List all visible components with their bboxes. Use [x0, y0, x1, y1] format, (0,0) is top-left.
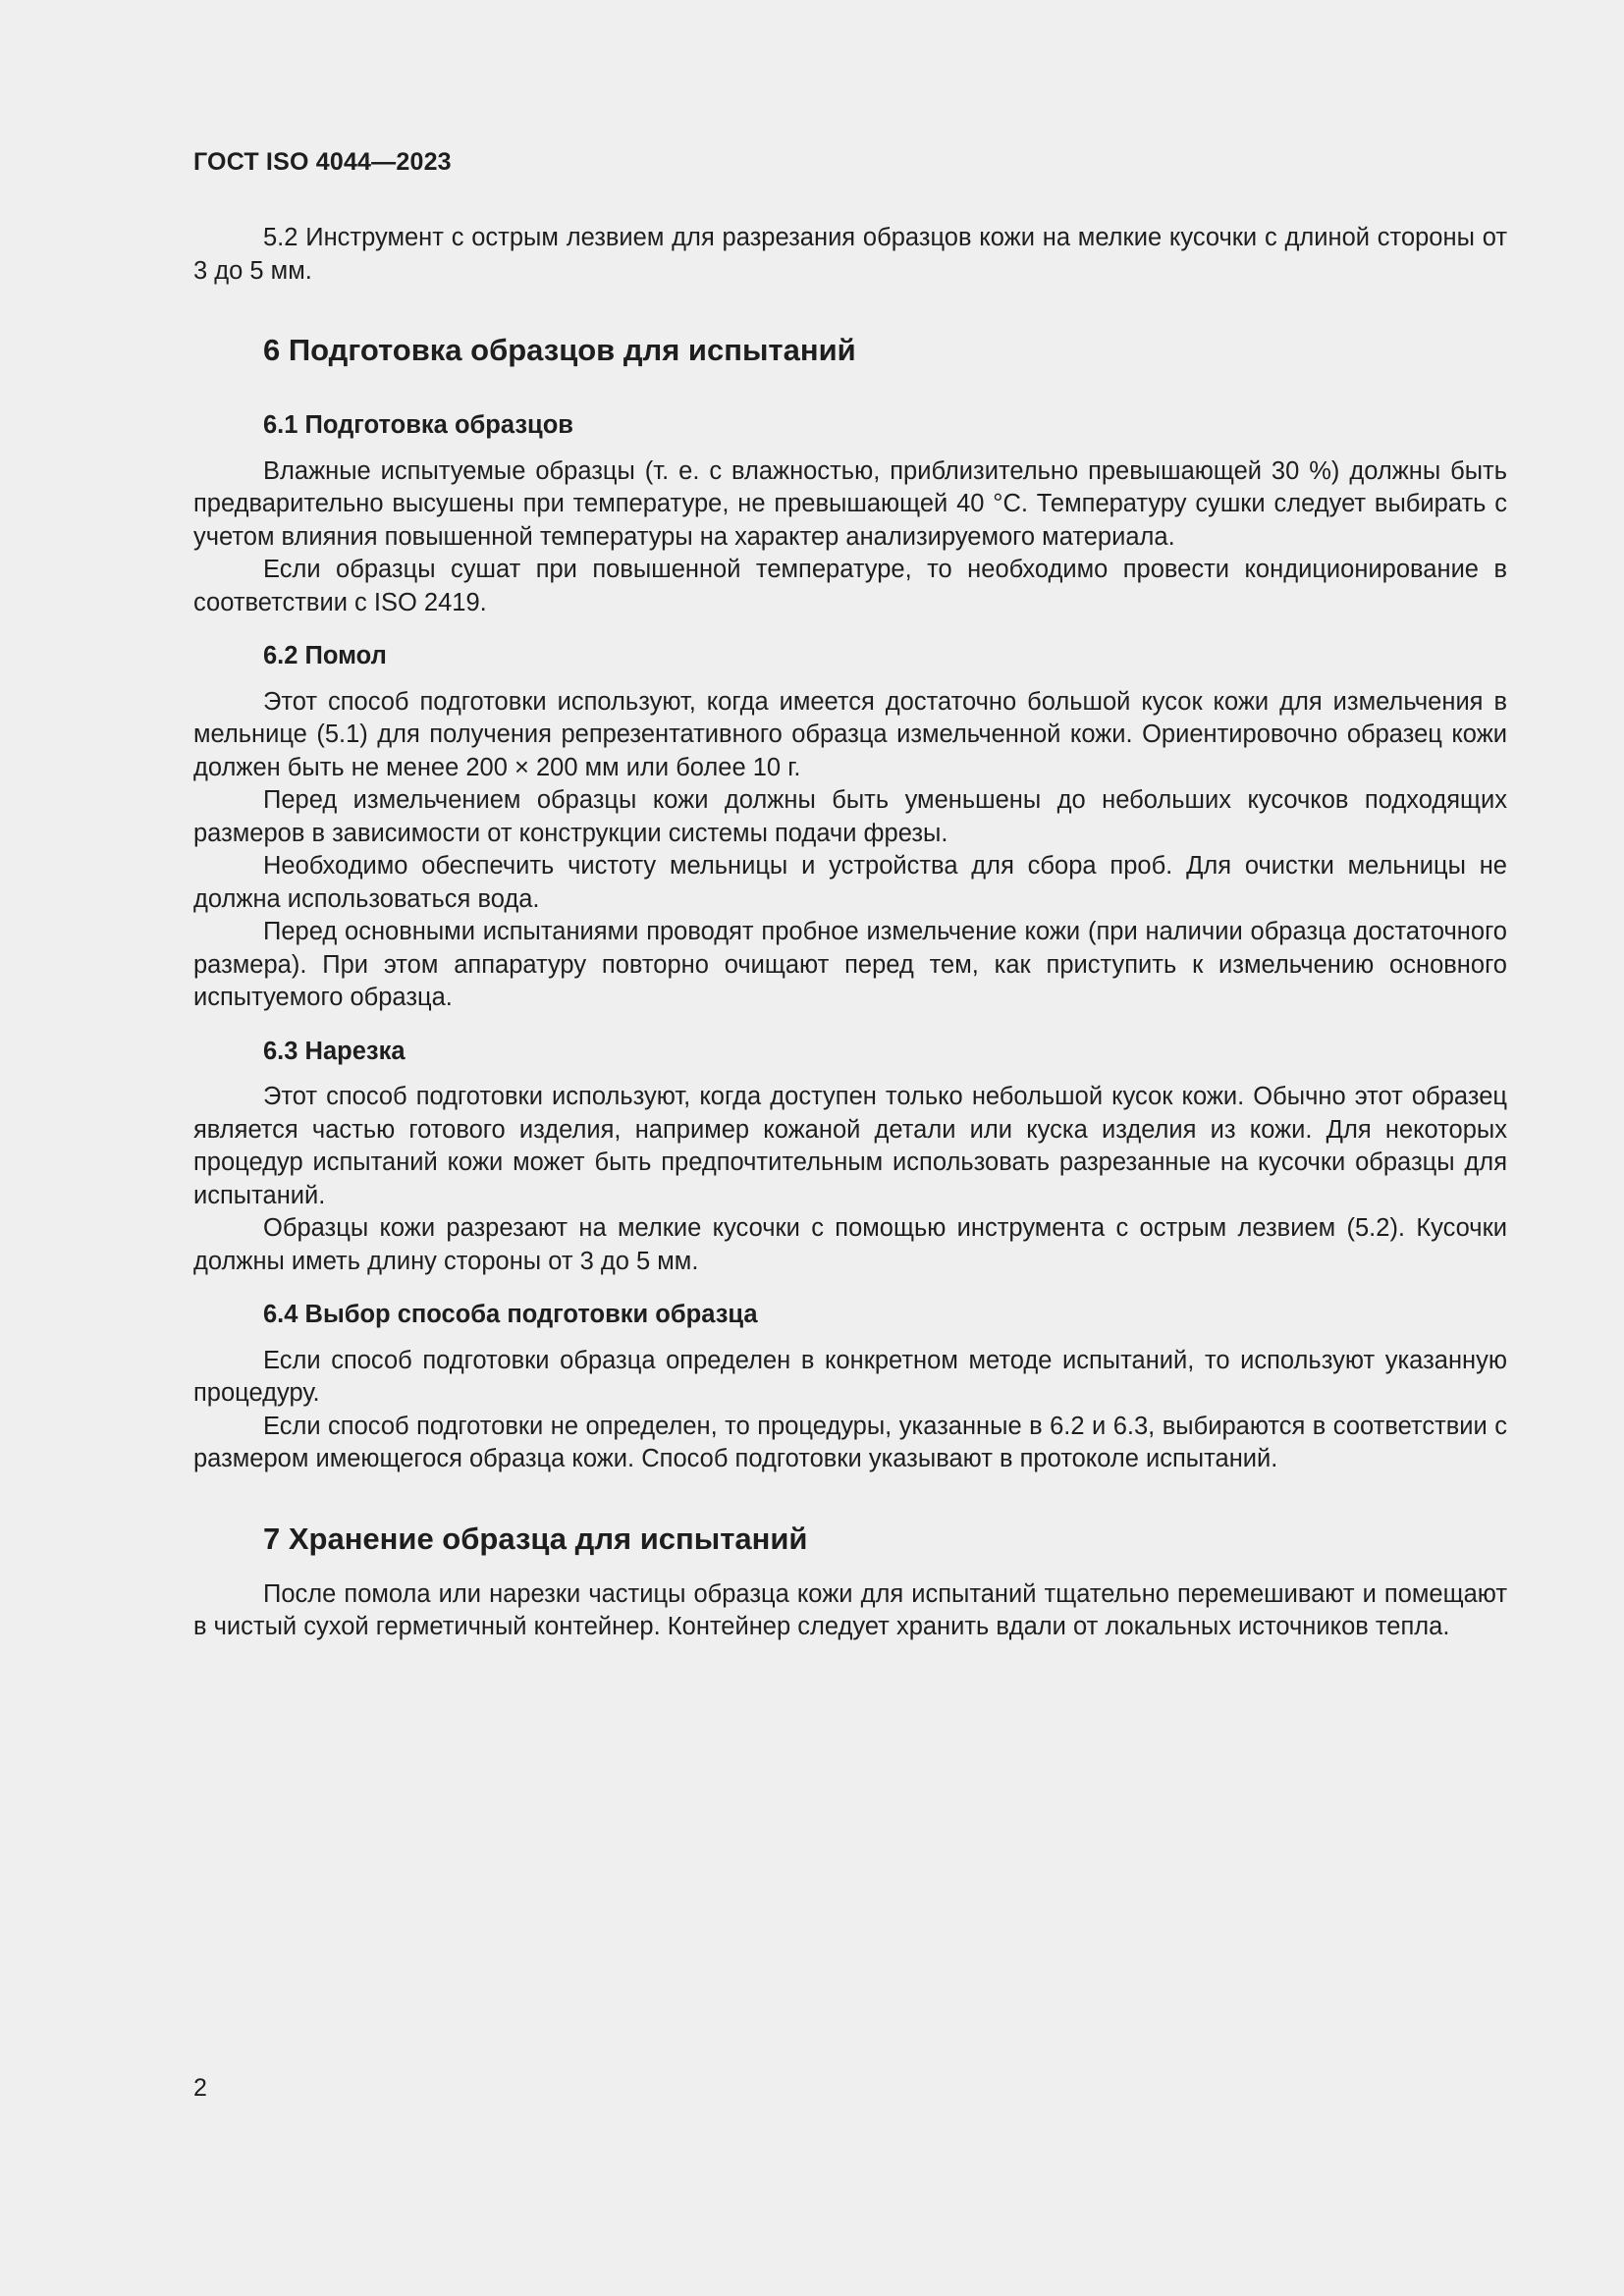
paragraph: Образцы кожи разрезают на мелкие кусочки с помощью инструмента с острым лезвием (5.2). Кусочки должны иметь длину стороны от 3 до 5 мм. — [193, 1214, 1507, 1275]
paragraph: Этот способ подготовки используют, когда доступен только небольшой кусок кожи. Обычно этот образец является частью готового изделия, например кожаной детали или куска изделия из кожи. Для некоторых процедур испытаний кожи может быть предпочтительным использовать разрезанные на кусочки образцы для испытаний. — [193, 1083, 1507, 1209]
subsection-6-1-title: 6.1 Подготовка образцов — [263, 411, 573, 439]
subsection-6-2-body — [193, 686, 1507, 1015]
section-7-title: 7 Хранение образца для испытаний — [263, 1521, 808, 1556]
section-6-title: 6 Подготовка образцов для испытаний — [263, 333, 856, 367]
subsection-6-4-body — [193, 1345, 1507, 1476]
paragraph: Если способ подготовки образца определен в конкретном методе испытаний, то используют указанную процедуру. — [193, 1346, 1507, 1407]
paragraph: После помола или нарезки частицы образца кожи для испытаний тщательно перемешивают и помещают в чистый сухой герметичный контейнер. Контейнер следует хранить вдали от локальных источников тепла. — [193, 1579, 1507, 1640]
paragraph: Перед основными испытаниями проводят пробное измельчение кожи (при наличии образца достаточного размера). При этом аппаратуру повторно очищают перед тем, как приступить к измельчению основного испытуемого образца. — [193, 918, 1507, 1011]
page-number: 2 — [193, 2074, 207, 2102]
page-content — [193, 222, 1507, 1644]
paragraph: Если образцы сушат при повышенной температуре, то необходимо провести кондиционирование в соответствии с ISO 2419. — [193, 556, 1507, 616]
paragraph: Влажные испытуемые образцы (т. е. с влажностью, приблизительно превышающей 30 %) должны быть предварительно высушены при температуре, не превышающей 40 °C. Температуру сушки следует выбирать с учетом влияния повышенной температуры на характер анализируемого материала. — [193, 456, 1507, 551]
subsection-6-1-body — [193, 455, 1507, 620]
subsection-6-3-body — [193, 1081, 1507, 1278]
standard-header: ГОСТ ISO 4044—2023 — [193, 148, 452, 176]
paragraph: Если способ подготовки не определен, то процедуры, указанные в 6.2 и 6.3, выбираются в соответствии с размером имеющегося образца кожи. Способ подготовки указывают в протоколе испытаний. — [193, 1412, 1507, 1472]
subsection-6-4-title: 6.4 Выбор способа подготовки образца — [263, 1301, 758, 1328]
section-7-body — [193, 1578, 1507, 1644]
paragraph: Необходимо обеспечить чистоту мельницы и устройства для сбора проб. Для очистки мельницы не должна использоваться вода. — [193, 852, 1507, 913]
paragraph-5-2: 5.2 Инструмент с острым лезвием для разрезания образцов кожи на мелкие кусочки с длиной стороны от 3 до 5 мм. — [193, 224, 1507, 285]
paragraph: Этот способ подготовки используют, когда имеется достаточно большой кусок кожи для измельчения в мельнице (5.1) для получения репрезентативного образца измельченной кожи. Ориентировочно образец кожи должен быть не менее 200 × 200 мм или более 10 г. — [193, 687, 1507, 781]
paragraph: Перед измельчением образцы кожи должны быть уменьшены до небольших кусочков подходящих размеров в зависимости от конструкции системы подачи фрезы. — [193, 786, 1507, 847]
subsection-6-2-title: 6.2 Помол — [263, 642, 387, 669]
subsection-6-3-title: 6.3 Нарезка — [263, 1037, 406, 1065]
